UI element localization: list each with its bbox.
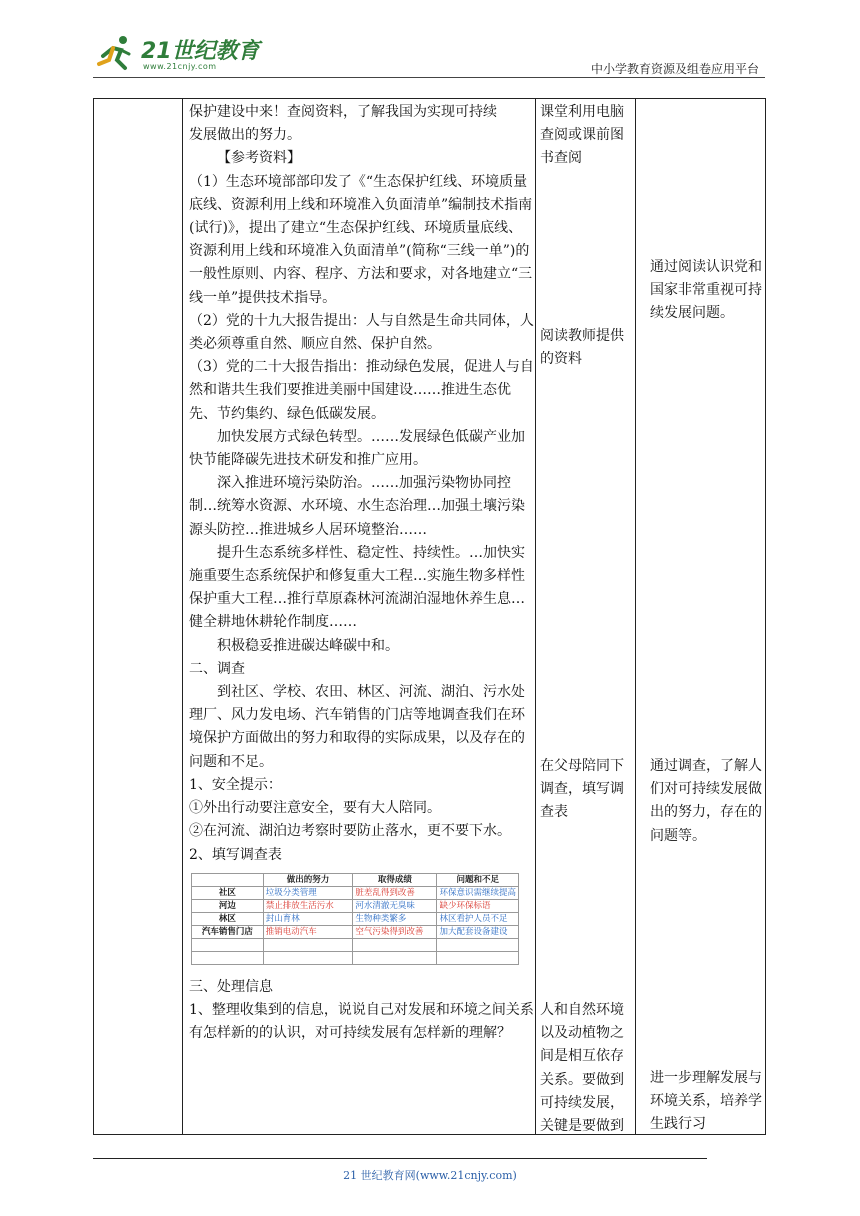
survey-place: 社区 xyxy=(192,887,264,900)
survey-header-cell xyxy=(192,874,264,887)
site-logo[interactable] xyxy=(93,30,263,76)
student-activity-3: 在父母陪同下调查，填写调查表 xyxy=(540,758,624,821)
reference-para-1: 加快发展方式绿色转型。……发展绿色低碳产业加快节能降碳先进技术研发和推广应用。 xyxy=(189,428,525,469)
safety-title: 1、安全提示： xyxy=(189,776,282,793)
reference-para-3: 提升生态系统多样性、稳定性、持续性。…加快实施重要生态系统保护和修复重大工程…实施生物多样性保护重大工程…推行草原森林河流湖泊湿地休养生息…健全耕地休耕轮作制度…… xyxy=(189,544,525,631)
survey-cell xyxy=(263,939,353,952)
survey-cell xyxy=(353,952,437,965)
table-row xyxy=(192,926,519,939)
process-question: 1、整理收集到的信息，说说自己对发展和环境之间关系有怎样新的的认识，对可持续发展有怎样新的理解？ xyxy=(189,1002,534,1042)
survey-effort: 禁止排放生活污水 xyxy=(263,900,353,913)
survey-cell xyxy=(263,952,353,965)
survey-cell xyxy=(437,939,519,952)
section-survey-title: 二、调查 xyxy=(189,660,245,677)
column-divider-3 xyxy=(635,99,636,1134)
survey-effort: 垃圾分类管理 xyxy=(263,887,353,900)
reference-2: （2）党的十九大报告提出：人与自然是生命共同体，人类必须尊重自然、顺应自然、保护自然。 xyxy=(189,312,534,353)
design-intent-3: 进一步理解发展与环境关系，培养学生践行习 xyxy=(650,1070,762,1133)
process-section xyxy=(189,976,534,1046)
lesson-table xyxy=(93,98,766,1135)
logo-url: www.21cnjy.com xyxy=(143,62,217,71)
survey-table xyxy=(191,873,519,965)
survey-header-cell: 做出的努力 xyxy=(263,874,353,887)
footer-link[interactable]: 21 世纪教育网(www.21cnjy.com) xyxy=(343,1169,517,1182)
reference-para-4: 积极稳妥推进碳达峰碳中和。 xyxy=(217,637,399,654)
intro-line-2: 发展做出的努力。 xyxy=(189,127,301,144)
survey-cell xyxy=(353,939,437,952)
logo-text: 21世纪教育 xyxy=(141,39,260,64)
reference-1: （1）生态环境部部印发了《“生态保护红线、环境质量底线、资源利用上线和环境准入负面清单”编制技术指南(试行)》，提出了建立“生态保护红线、环境质量底线、资源利用上线和环境准入负面清单”(简称“三线一单”)的一般性原则、内容、程序、方法和要求，对各地建立“三线一单”提供技术指导。 xyxy=(189,173,533,306)
runner-logo-icon xyxy=(95,34,135,74)
table-row xyxy=(192,952,519,965)
survey-effort: 推销电动汽车 xyxy=(263,926,353,939)
survey-header-cell: 问题和不足 xyxy=(437,874,519,887)
survey-cell xyxy=(437,952,519,965)
activity-column xyxy=(189,101,534,867)
design-intent-2: 通过调查，了解人们对可持续发展做出的努力，存在的问题等。 xyxy=(650,758,762,844)
reference-title: 【参考资料】 xyxy=(217,150,301,167)
survey-place: 河边 xyxy=(192,900,264,913)
survey-result: 生物种类繁多 xyxy=(353,913,437,926)
survey-description: 到社区、学校、农田、林区、河流、湖泊、污水处理厂、风力发电场、汽车销售的门店等地调查我们在环境保护方面做出的努力和取得的实际成果，以及存在的问题和不足。 xyxy=(189,684,525,770)
survey-effort: 封山育林 xyxy=(263,913,353,926)
design-intent-1: 通过阅读认识党和国家非常重视可持续发展问题。 xyxy=(650,259,762,322)
table-row xyxy=(192,887,519,900)
platform-title: 中小学教育资源及组卷应用平台 xyxy=(590,62,759,76)
survey-cell xyxy=(192,939,264,952)
survey-result: 河水清澈无臭味 xyxy=(353,900,437,913)
survey-problem: 林区看护人员不足 xyxy=(437,913,519,926)
intro-line-1: 保护建设中来！查阅资料，了解我国为实现可持续 xyxy=(189,104,497,120)
survey-result: 空气污染得到改善 xyxy=(353,926,437,939)
column-divider-2 xyxy=(535,99,536,1134)
header-divider xyxy=(93,77,765,78)
survey-place: 林区 xyxy=(192,913,264,926)
survey-header-row xyxy=(192,874,519,887)
table-row xyxy=(192,913,519,926)
page-header xyxy=(93,30,765,78)
survey-header-cell: 取得成绩 xyxy=(353,874,437,887)
student-activity-4: 人和自然环境以及动植物之间是相互依存关系。要做到可持续发展，关键是要做到 xyxy=(540,1002,624,1135)
survey-result: 脏差乱得到改善 xyxy=(353,887,437,900)
footer-divider xyxy=(93,1158,707,1159)
survey-problem: 缺少环保标语 xyxy=(437,900,519,913)
student-activity-1: 课堂利用电脑查阅或课前图书查阅 xyxy=(540,104,624,167)
survey-problem: 加大配套设备建设 xyxy=(437,926,519,939)
student-activity-2: 阅读教师提供的资料 xyxy=(540,328,624,368)
reference-para-2: 深入推进环境污染防治。……加强污染物协同控制…统筹水资源、水环境、水生态治理…加强土壤污染源头防控…推进城乡人居环境整治…… xyxy=(189,475,525,538)
table-row xyxy=(192,939,519,952)
survey-problem: 环保意识需继续提高 xyxy=(437,887,519,900)
column-divider-1 xyxy=(182,99,183,1134)
safety-tip-1: ①外出行动要注意安全，要有大人陪同。 xyxy=(189,800,441,817)
reference-3: （3）党的二十大报告指出：推动绿色发展，促进人与自然和谐共生我们要推进美丽中国建设……推进生态优先、节约集约、绿色低碳发展。 xyxy=(189,359,534,422)
safety-tip-2: ②在河流、湖泊边考察时要防止落水，更不要下水。 xyxy=(189,823,511,840)
fill-table-title: 2、填写调查表 xyxy=(189,846,282,863)
survey-place: 汽车销售门店 xyxy=(192,926,264,939)
survey-cell xyxy=(192,952,264,965)
section-process-title: 三、处理信息 xyxy=(189,979,273,995)
table-row xyxy=(192,900,519,913)
